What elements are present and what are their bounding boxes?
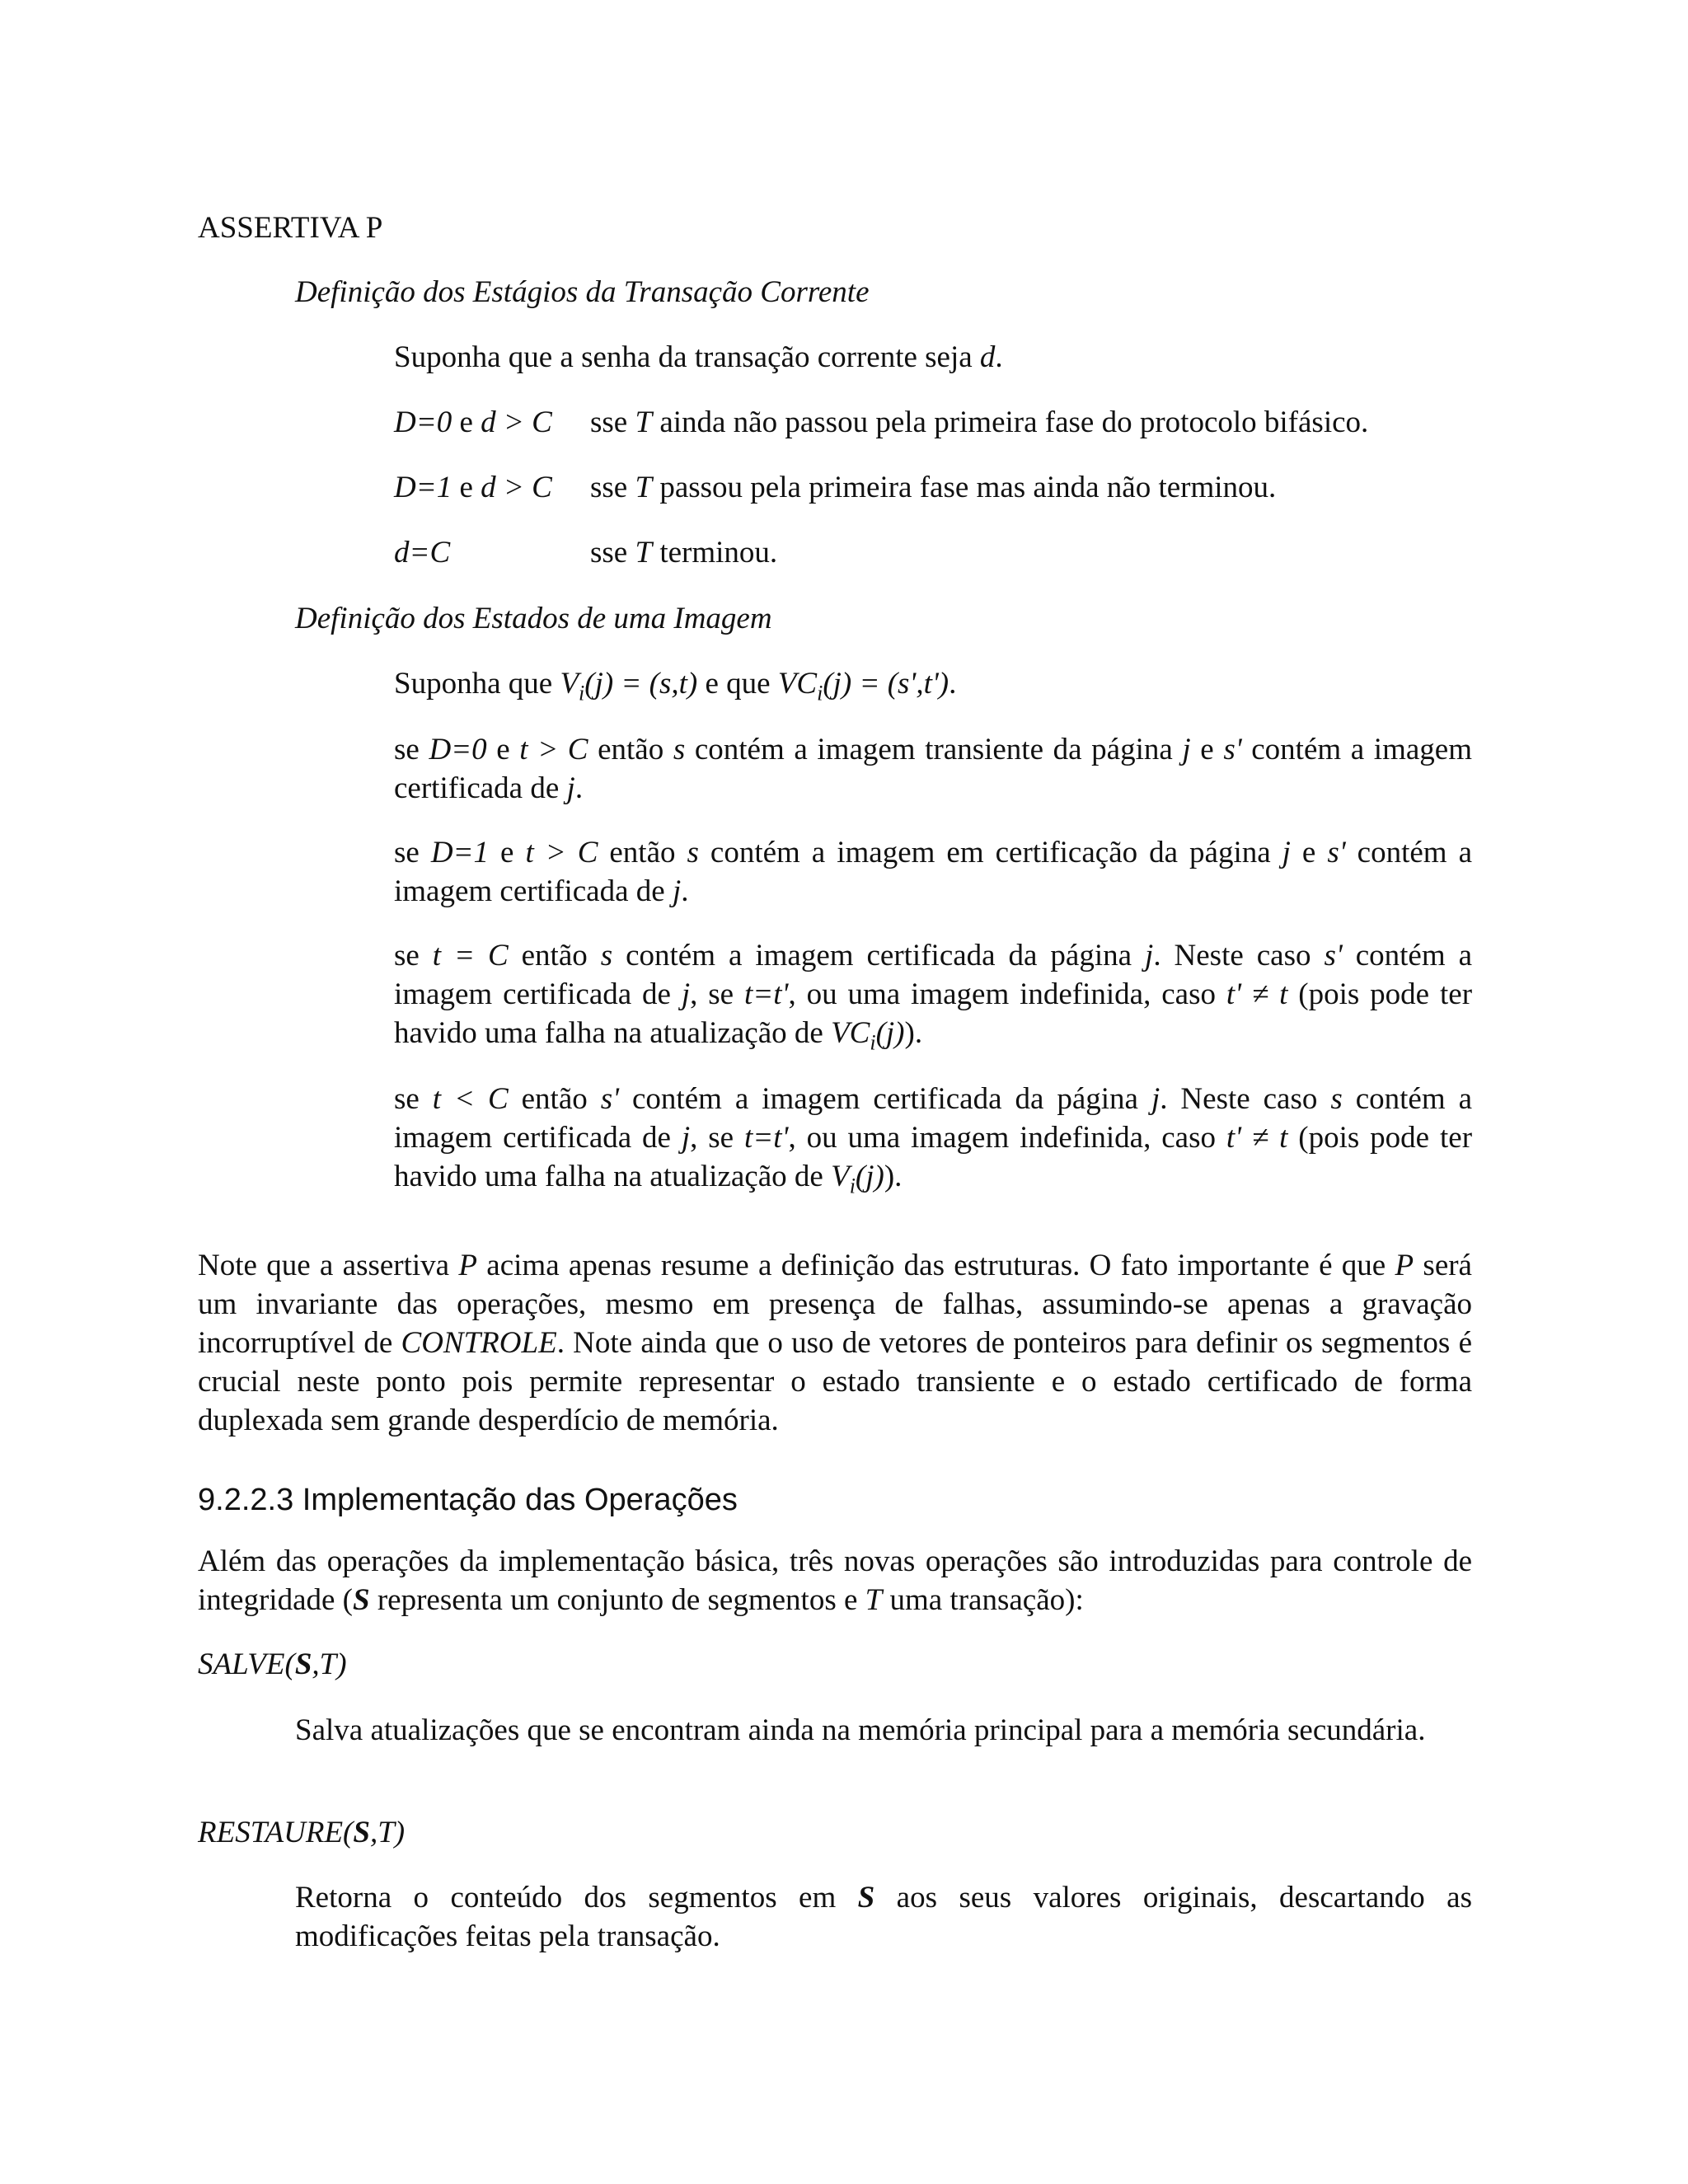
text: se (394, 733, 429, 766)
text: . (574, 771, 584, 805)
subscript: i (579, 681, 585, 705)
text: e (1190, 733, 1224, 766)
text: RESTAURE( (198, 1816, 354, 1849)
text: e (486, 733, 520, 766)
text: Salva atualizações que se encontram ainda na memória principal para a memória secundária. (295, 1713, 1426, 1747)
desc-prefix: sse (590, 471, 635, 504)
image-case-older (394, 1080, 1472, 1196)
stage-row-description (590, 533, 777, 572)
var: D=0 (429, 733, 487, 766)
var: VC (831, 1016, 870, 1050)
desc-prefix: sse (590, 405, 635, 439)
desc-rest: terminou. (652, 536, 778, 569)
var: t' ≠ t (1226, 977, 1288, 1011)
image-case-transient (394, 730, 1472, 808)
stage-row (394, 468, 1472, 507)
text: ,T) (312, 1647, 347, 1681)
text: SALVE( (198, 1647, 295, 1681)
var: t < C (432, 1082, 509, 1116)
subscript: i (870, 1030, 876, 1055)
cond-join: e (452, 471, 481, 504)
assertion-heading-text: ASSERTIVA P (198, 211, 383, 245)
text: e (489, 836, 526, 869)
var: t=t' (743, 1121, 789, 1155)
var: j (1182, 733, 1191, 766)
var: s (1330, 1082, 1343, 1116)
stage-row-condition (394, 468, 552, 507)
text: acima apenas resume a definição das estruturas. O fato importante é que (477, 1249, 1395, 1282)
var: S (353, 1816, 370, 1849)
subscript: i (817, 681, 823, 705)
var: t' ≠ t (1226, 1121, 1288, 1155)
text: então (598, 836, 687, 869)
var: t = C (432, 939, 509, 972)
text: , ou uma imagem indefinida, caso (788, 977, 1226, 1011)
text: (pois pode ter havido uma falha na atualização de (394, 1121, 1473, 1193)
op-salve-description (295, 1711, 1472, 1750)
op-restaure-name (198, 1813, 1472, 1852)
desc-rest: ainda não passou pela primeira fase do protocolo bifásico. (652, 405, 1369, 439)
var: s' (1223, 733, 1242, 766)
subscript: i (849, 1174, 856, 1198)
text: se (394, 836, 431, 869)
text: Retorna o conteúdo dos segmentos em (295, 1881, 858, 1915)
desc-var: T (635, 405, 653, 439)
var: s (687, 836, 699, 869)
stage-row-condition (394, 533, 450, 572)
var: j (566, 771, 575, 805)
stage-section-title (295, 273, 1472, 312)
text: contém a imagem certificada de (394, 836, 1472, 908)
text: . Neste caso (1160, 1082, 1331, 1116)
text: . (949, 667, 957, 701)
operations-intro (198, 1542, 1472, 1619)
text: contém a imagem transiente da página (685, 733, 1183, 766)
text: será um invariante das operações, mesmo em presença de falhas, assumindo-se apenas a gravação incorruptível de (198, 1249, 1472, 1360)
text: e (1290, 836, 1328, 869)
section-heading (198, 1481, 1472, 1520)
image-section-title (295, 599, 1472, 638)
var: j (681, 1121, 691, 1155)
cond-join: e (452, 405, 481, 439)
image-case-certifying (394, 833, 1472, 911)
text: Além das operações da implementação básica, três novas operações são introduzidas para controle de integridade ( (198, 1544, 1472, 1617)
text: contém a imagem em certificação da página (698, 836, 1282, 869)
var: t > C (525, 836, 598, 869)
cond-a: d=C (394, 536, 451, 569)
stage-intro (394, 338, 1472, 377)
stage-row (394, 403, 1472, 442)
var: s' (1324, 939, 1343, 972)
text: ,T) (369, 1816, 406, 1849)
stage-intro-text: Suponha que a senha da transação corrente seja (394, 340, 980, 374)
stage-row-condition (394, 403, 552, 442)
note-paragraph (198, 1246, 1472, 1440)
var: S (353, 1583, 370, 1617)
section-heading-text: 9.2.2.3 Implementação das Operações (198, 1483, 738, 1517)
var: s' (1327, 836, 1346, 869)
var: S (857, 1881, 875, 1915)
desc-rest: passou pela primeira fase mas ainda não terminou. (652, 471, 1277, 504)
var: s (673, 733, 686, 766)
var: s (600, 939, 613, 972)
stage-intro-var: d (979, 340, 996, 374)
image-case-certified (394, 936, 1473, 1055)
op-restaure-description (295, 1878, 1472, 1956)
text: se (394, 939, 433, 972)
text: então (508, 939, 601, 972)
stage-row-description (590, 403, 1368, 442)
stage-row (394, 533, 1472, 572)
var: (j) = (s',t') (823, 667, 950, 701)
text: , se (690, 977, 744, 1011)
text: , se (690, 1121, 744, 1155)
text: ). (884, 1160, 903, 1193)
op-salve-name (198, 1645, 1472, 1684)
text: ). (904, 1016, 923, 1050)
text: se (394, 1082, 433, 1116)
var: V (560, 667, 579, 701)
text: contém a imagem certificada de (394, 939, 1473, 1011)
desc-var: T (635, 471, 653, 504)
var: (j) = (s,t) (584, 667, 698, 701)
text: então (508, 1082, 601, 1116)
cond-a: D=0 (394, 405, 452, 439)
text: contém a imagem certificada de (394, 1082, 1473, 1155)
text: contém a imagem certificada da página (619, 1082, 1151, 1116)
text: Note que a assertiva (198, 1249, 459, 1282)
desc-var: T (635, 536, 653, 569)
cond-a: D=1 (394, 471, 452, 504)
text: aos seus valores originais, descartando as modificações feitas pela transação. (295, 1881, 1472, 1953)
text: . Note ainda que o uso de vetores de ponteiros para definir os segmentos é crucial neste ponto pois permite representar o estado transiente e o estado certificado de forma duplexada sem grande desperdício de memória. (198, 1326, 1472, 1437)
stage-row-description (590, 468, 1276, 507)
var: j (1145, 939, 1154, 972)
var: D=1 (430, 836, 490, 869)
text: Suponha que (394, 667, 560, 701)
text: contém a imagem certificada da página (612, 939, 1146, 972)
var: t=t' (743, 977, 789, 1011)
var: VC (777, 667, 818, 701)
var: CONTROLE (401, 1326, 557, 1360)
text: então (588, 733, 673, 766)
text: . Neste caso (1153, 939, 1325, 972)
var: (j) (855, 1160, 884, 1193)
text: uma transação): (882, 1583, 1084, 1617)
var: j (1282, 836, 1291, 869)
text: contém a imagem certificada de (394, 733, 1472, 805)
var: S (294, 1647, 312, 1681)
var: j (681, 977, 691, 1011)
text: e que (697, 667, 778, 701)
desc-prefix: sse (590, 536, 635, 569)
text: , ou uma imagem indefinida, caso (788, 1121, 1226, 1155)
var: T (865, 1583, 883, 1617)
stage-section-title-text: Definição dos Estágios da Transação Corrente (295, 275, 870, 309)
image-section-title-text: Definição dos Estados de uma Imagem (295, 602, 772, 635)
text: (pois pode ter havido uma falha na atualização de (394, 977, 1473, 1050)
var: j (1151, 1082, 1160, 1116)
text: . (681, 874, 689, 908)
cond-b: d > C (481, 405, 552, 439)
text: representa um conjunto de segmentos e (369, 1583, 865, 1617)
assertion-heading (198, 209, 1472, 247)
var: t > C (519, 733, 588, 766)
stage-intro-punct: . (995, 340, 1003, 374)
var: P (458, 1249, 477, 1282)
var: s' (600, 1082, 620, 1116)
var: j (672, 874, 682, 908)
var: V (831, 1160, 850, 1193)
cond-b: d > C (481, 471, 552, 504)
var: (j) (875, 1016, 905, 1050)
var: P (1395, 1249, 1414, 1282)
image-suppose (394, 664, 1472, 703)
